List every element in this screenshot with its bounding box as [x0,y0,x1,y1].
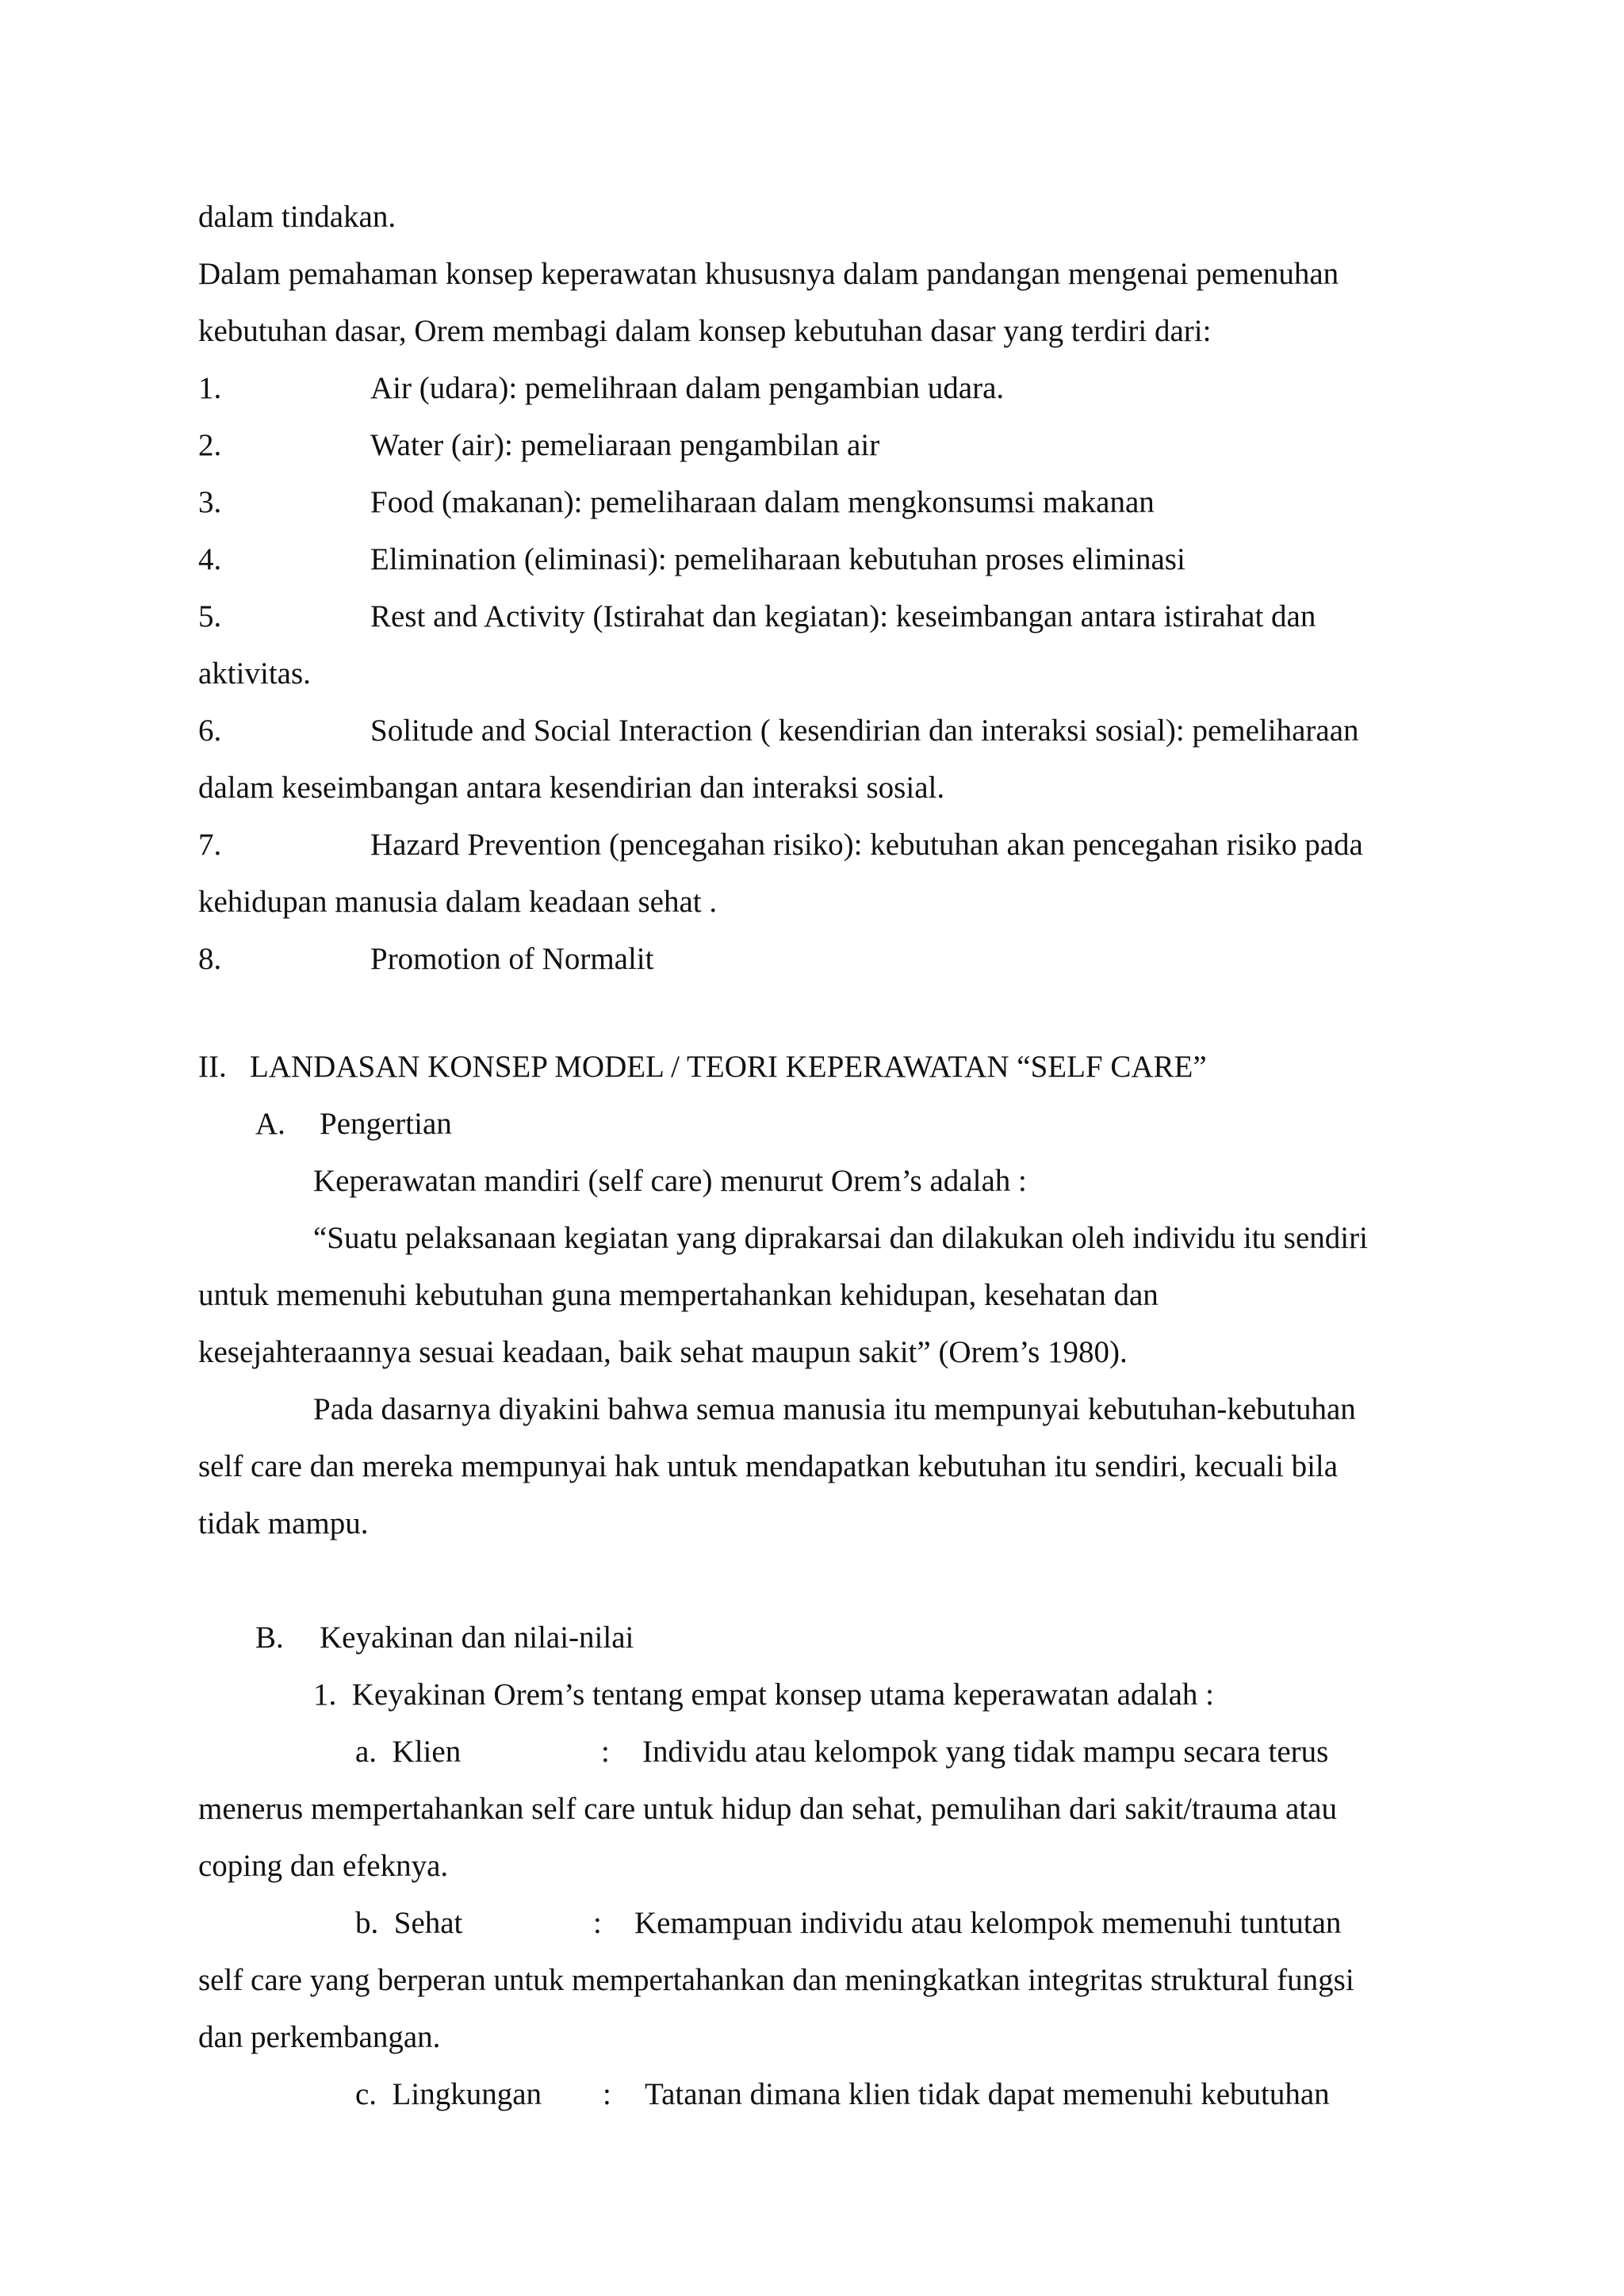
list-number: 4. [198,542,222,576]
text-line: Keperawatan mandiri (self care) menurut Orem’s adalah : [313,1164,1027,1198]
term-definition-continuation: dan perkembangan. [198,2020,441,2054]
list-item-text: Water (air): pemeliaraan pengambilan air [370,428,880,462]
text-line: Dalam pemahaman konsep keperawatan khususnya dalam pandangan mengenai pemenuhan [198,257,1339,291]
term-definition-continuation: self care yang berperan untuk mempertahankan dan meningkatkan integritas struktural fungsi [198,1963,1354,1997]
term-colon: : [603,2077,611,2111]
paragraph-line: self care dan mereka mempunyai hak untuk mendapatkan kebutuhan itu sendiri, kecuali bila [198,1449,1339,1483]
list-number: 3. [198,485,222,519]
paragraph-line: Pada dasarnya diyakini bahwa semua manusia itu mempunyai kebutuhan-kebutuhan [313,1392,1356,1426]
list-item-text: Solitude and Social Interaction ( kesendirian dan interaksi sosial): pemeliharaan [370,714,1359,748]
list-item-text: Air (udara): pemelihraan dalam pengambian udara. [370,371,1005,405]
term-definition-continuation: coping dan efeknya. [198,1849,449,1883]
numbered-item: 1. Keyakinan Orem’s tentang empat konsep utama keperawatan adalah : [313,1678,1214,1712]
text-line: dalam tindakan. [198,200,396,234]
term-label-sehat: b. Sehat [355,1906,463,1940]
list-item-continuation: aktivitas. [198,656,311,691]
list-item-text: Rest and Activity (Istirahat dan kegiatan): keseimbangan antara istirahat dan [370,599,1316,633]
quote-line: kesejahteraannya sesuai keadaan, baik sehat maupun sakit” (Orem’s 1980). [198,1335,1128,1369]
term-definition: Tatanan dimana klien tidak dapat memenuhi kebutuhan [645,2077,1330,2111]
quote-line: “Suatu pelaksanaan kegiatan yang diprakarsai dan dilakukan oleh individu itu sendiri [313,1221,1368,1255]
list-number: 8. [198,942,222,976]
list-number: 1. [198,371,222,405]
term-definition: Kemampuan individu atau kelompok memenuhi tuntutan [634,1906,1342,1940]
term-definition: Individu atau kelompok yang tidak mampu secara terus [642,1735,1329,1769]
text-line: kebutuhan dasar, Orem membagi dalam konsep kebutuhan dasar yang terdiri dari: [198,314,1212,348]
subsection-title: Pengertian [320,1107,452,1141]
list-item-text: Promotion of Normalit [370,942,654,976]
term-label-klien: a. Klien [355,1735,462,1769]
paragraph-line: tidak mampu. [198,1506,369,1540]
list-item-text: Hazard Prevention (pencegahan risiko): kebutuhan akan pencegahan risiko pada [370,828,1363,862]
list-item-text: Food (makanan): pemeliharaan dalam mengkonsumsi makanan [370,485,1155,519]
list-number: 6. [198,714,222,748]
subsection-title: Keyakinan dan nilai-nilai [320,1621,634,1655]
list-number: 7. [198,828,222,862]
subsection-label: B. [255,1621,284,1655]
list-item-text: Elimination (eliminasi): pemeliharaan kebutuhan proses eliminasi [370,542,1185,576]
term-colon: : [593,1906,602,1940]
list-number: 5. [198,599,222,633]
term-label-lingkungan: c. Lingkungan [355,2077,542,2111]
list-item-continuation: dalam keseimbangan antara kesendirian dan interaksi sosial. [198,771,945,805]
term-definition-continuation: menerus mempertahankan self care untuk hidup dan sehat, pemulihan dari sakit/trauma atau [198,1792,1337,1826]
section-heading: II. LANDASAN KONSEP MODEL / TEORI KEPERAWATAN “SELF CARE” [198,1050,1207,1084]
list-number: 2. [198,428,222,462]
list-item-continuation: kehidupan manusia dalam keadaan sehat . [198,885,718,919]
quote-line: untuk memenuhi kebutuhan guna mempertahankan kehidupan, kesehatan dan [198,1278,1159,1312]
term-colon: : [601,1735,610,1769]
subsection-label: A. [255,1107,285,1141]
